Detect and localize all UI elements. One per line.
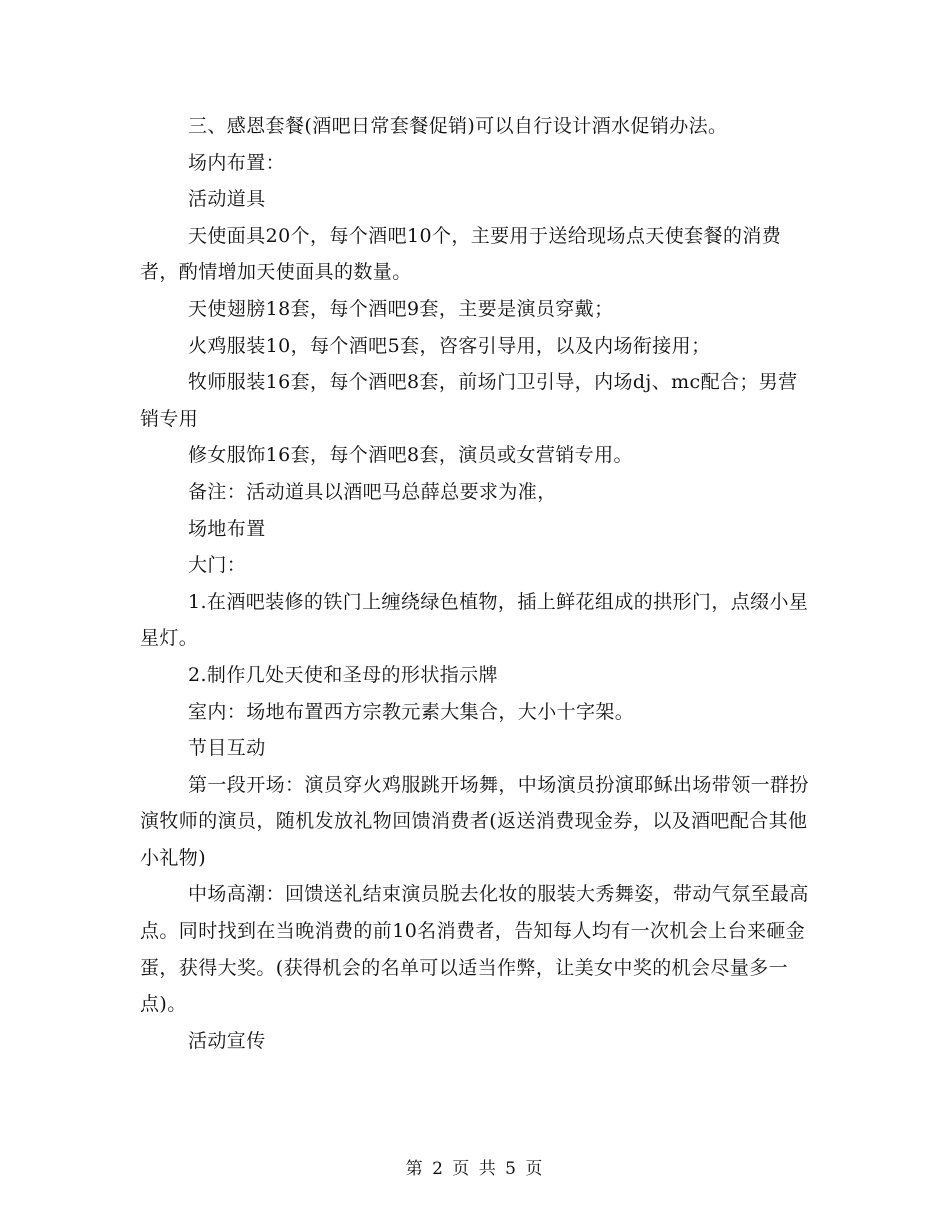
paragraph-angel-masks: 天使面具20个，每个酒吧10个，主要用于送给现场点天使套餐的消费者，酌情增加天使面具的数量。 <box>140 224 782 284</box>
paragraph-remarks: 备注：活动道具以酒吧马总薛总要求为准， <box>188 480 557 503</box>
paragraph-program-heading: 节目互动 <box>188 737 266 760</box>
paragraph-priest-costumes: 牧师服装16套，每个酒吧8套，前场门卫引导，内场dj、mc配合；男营销专用 <box>140 371 798 430</box>
paragraph-promotion-heading: 活动宣传 <box>188 1029 266 1052</box>
paragraph-props-heading: 活动道具 <box>188 188 266 211</box>
paragraph-indoor: 室内：场地布置西方宗教元素大集合，大小十字架。 <box>188 700 635 723</box>
paragraph-nun-costumes: 修女服饰16套，每个酒吧8套，演员或女营销专用。 <box>188 444 633 467</box>
paragraph-venue-layout: 场内布置： <box>188 151 286 174</box>
paragraph-angel-wings: 天使翅膀18套，每个酒吧9套，主要是演员穿戴； <box>188 297 614 320</box>
paragraph-venue-heading: 场地布置 <box>188 517 266 540</box>
document-body <box>140 108 810 1059</box>
page-number-footer: 第 2 页 共 5 页 <box>405 1159 545 1179</box>
paragraph-opening: 第一段开场：演员穿火鸡服跳开场舞，中场演员扮演耶稣出场带领一群扮演牧师的演员，随机发放礼物回馈消费者(返送消费现金券，以及酒吧配合其他小礼物) <box>140 773 809 869</box>
paragraph-gate-item-1: 1.在酒吧装修的铁门上缠绕绿色植物，插上鲜花组成的拱形门，点缀小星星灯。 <box>140 590 809 650</box>
paragraph-turkey-costumes: 火鸡服装10，每个酒吧5套，咨客引导用，以及内场衔接用； <box>188 334 711 357</box>
paragraph-climax: 中场高潮：回馈送礼结束演员脱去化妆的服装大秀舞姿，带动气氛至最高点。同时找到在当晚消费的前10名消费者，告知每人均有一次机会上台来砸金蛋，获得大奖。(获得机会的名单可以适当作弊，让美女中奖的机会尽量多一点)。 <box>140 883 809 1016</box>
paragraph-gate-heading: 大门： <box>188 554 247 577</box>
paragraph-set-menu: 三、感恩套餐(酒吧日常套餐促销)可以自行设计酒水促销办法。 <box>188 115 728 137</box>
paragraph-gate-item-2: 2.制作几处天使和圣母的形状指示牌 <box>188 663 498 686</box>
